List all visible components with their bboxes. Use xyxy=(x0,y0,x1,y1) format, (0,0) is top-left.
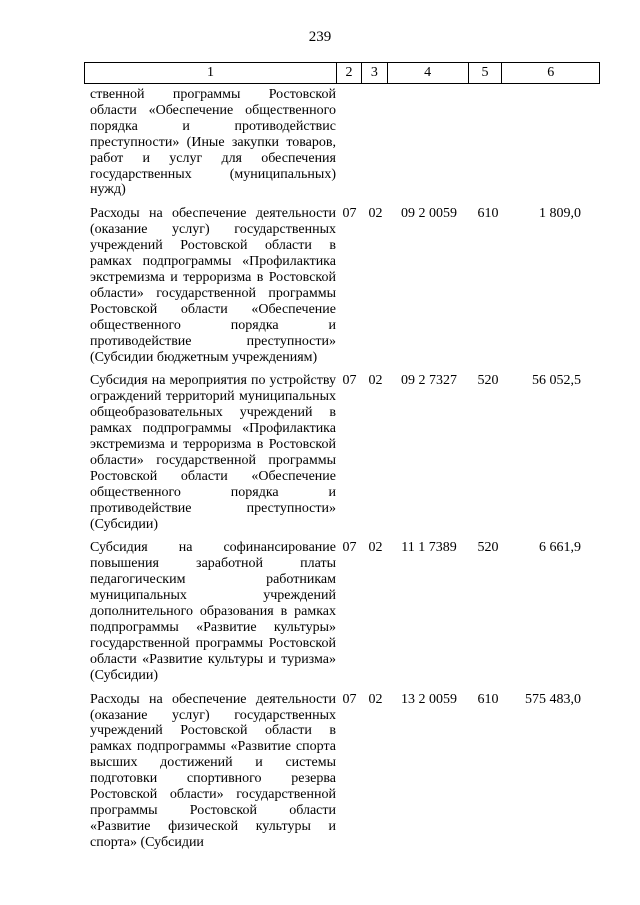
row-expense-type: 520 xyxy=(477,540,499,556)
row-target-article: 09 2 0059 xyxy=(401,206,457,222)
row-section: 07 xyxy=(342,540,357,556)
table-row xyxy=(84,206,604,365)
row-section: 07 xyxy=(342,691,357,707)
row-description: ственной программы Ростовской области «Обеспечение общественного порядка и противодействис преступности» (Иные закупки товаров, работ и услуг для обеспечения государственных (муниципальных) нужд) xyxy=(90,87,336,198)
row-target-article xyxy=(388,87,470,198)
row-expense-type: 520 xyxy=(477,373,499,389)
row-expense-type: 610 xyxy=(477,691,499,707)
header-col-6: 6 xyxy=(547,65,555,80)
header-col-1: 1 xyxy=(85,63,337,83)
row-subsection: 02 xyxy=(368,206,383,222)
row-target-article: 11 1 7389 xyxy=(401,540,457,556)
row-subsection: 02 xyxy=(368,691,383,707)
row-subsection: 02 xyxy=(368,540,383,556)
row-subsection: 02 xyxy=(368,373,383,389)
row-amount: 6 661,9 xyxy=(539,540,581,556)
table-row xyxy=(84,373,604,532)
row-description: Расходы на обеспечение деятельности (оказание услуг) государственных учреждений Ростовской области в рамках подпрограммы «Развитие спорта высших достижений и системы подготовки спортивного резерва Ростовской области» государственной программы Ростовской области «Развитие физической культуры и спорта» (Субсидии xyxy=(90,691,336,850)
table-row xyxy=(84,692,604,851)
header-col-3: 3 xyxy=(362,63,388,83)
row-description: Субсидия на софинансирование повышения заработной платы педагогическим работникам муниципальных учреждений дополнительного образования в рамках подпрограммы «Развитие культуры» государственной программы Ростовской области «Развитие культуры и туризма» (Субсидии) xyxy=(90,540,336,683)
header-col-2: 2 xyxy=(337,63,362,83)
row-subsection xyxy=(363,87,388,198)
row-description: Расходы на обеспечение деятельности (оказание услуг) государственных учреждений Ростовской области в рамках подпрограммы «Профилактика экстремизма и терроризма в Ростовской области» государственной программы Ростовской области «Обеспечение общественного порядка и противодействие преступности» (Субсидии бюджетным учреждениям) xyxy=(90,206,336,365)
row-amount: 575 483,0 xyxy=(525,691,581,707)
row-target-article: 09 2 7327 xyxy=(401,373,457,389)
header-col-5: 5 xyxy=(469,63,503,83)
row-section xyxy=(336,87,363,198)
page-number: 239 xyxy=(308,29,332,45)
table-header xyxy=(84,62,600,84)
row-expense-type xyxy=(470,87,506,198)
table-body xyxy=(84,87,604,859)
row-target-article: 13 2 0059 xyxy=(401,691,457,707)
row-section: 07 xyxy=(342,373,357,389)
row-description: Субсидия на мероприятия по устройству ограждений территорий муниципальных общеобразовательных учреждений в рамках подпрограммы «Профилактика экстремизма и терроризма в Ростовской области» государственной программы Ростовской области «Обеспечение общественного порядка и противодействие преступности» (Субсидии) xyxy=(90,373,336,532)
table-row xyxy=(84,540,604,683)
header-col-4: 4 xyxy=(388,63,469,83)
row-expense-type: 610 xyxy=(477,206,499,222)
row-amount xyxy=(506,87,581,198)
row-amount: 56 052,5 xyxy=(532,373,581,389)
row-section: 07 xyxy=(342,206,357,222)
table-row xyxy=(84,87,604,198)
row-amount: 1 809,0 xyxy=(539,206,581,222)
